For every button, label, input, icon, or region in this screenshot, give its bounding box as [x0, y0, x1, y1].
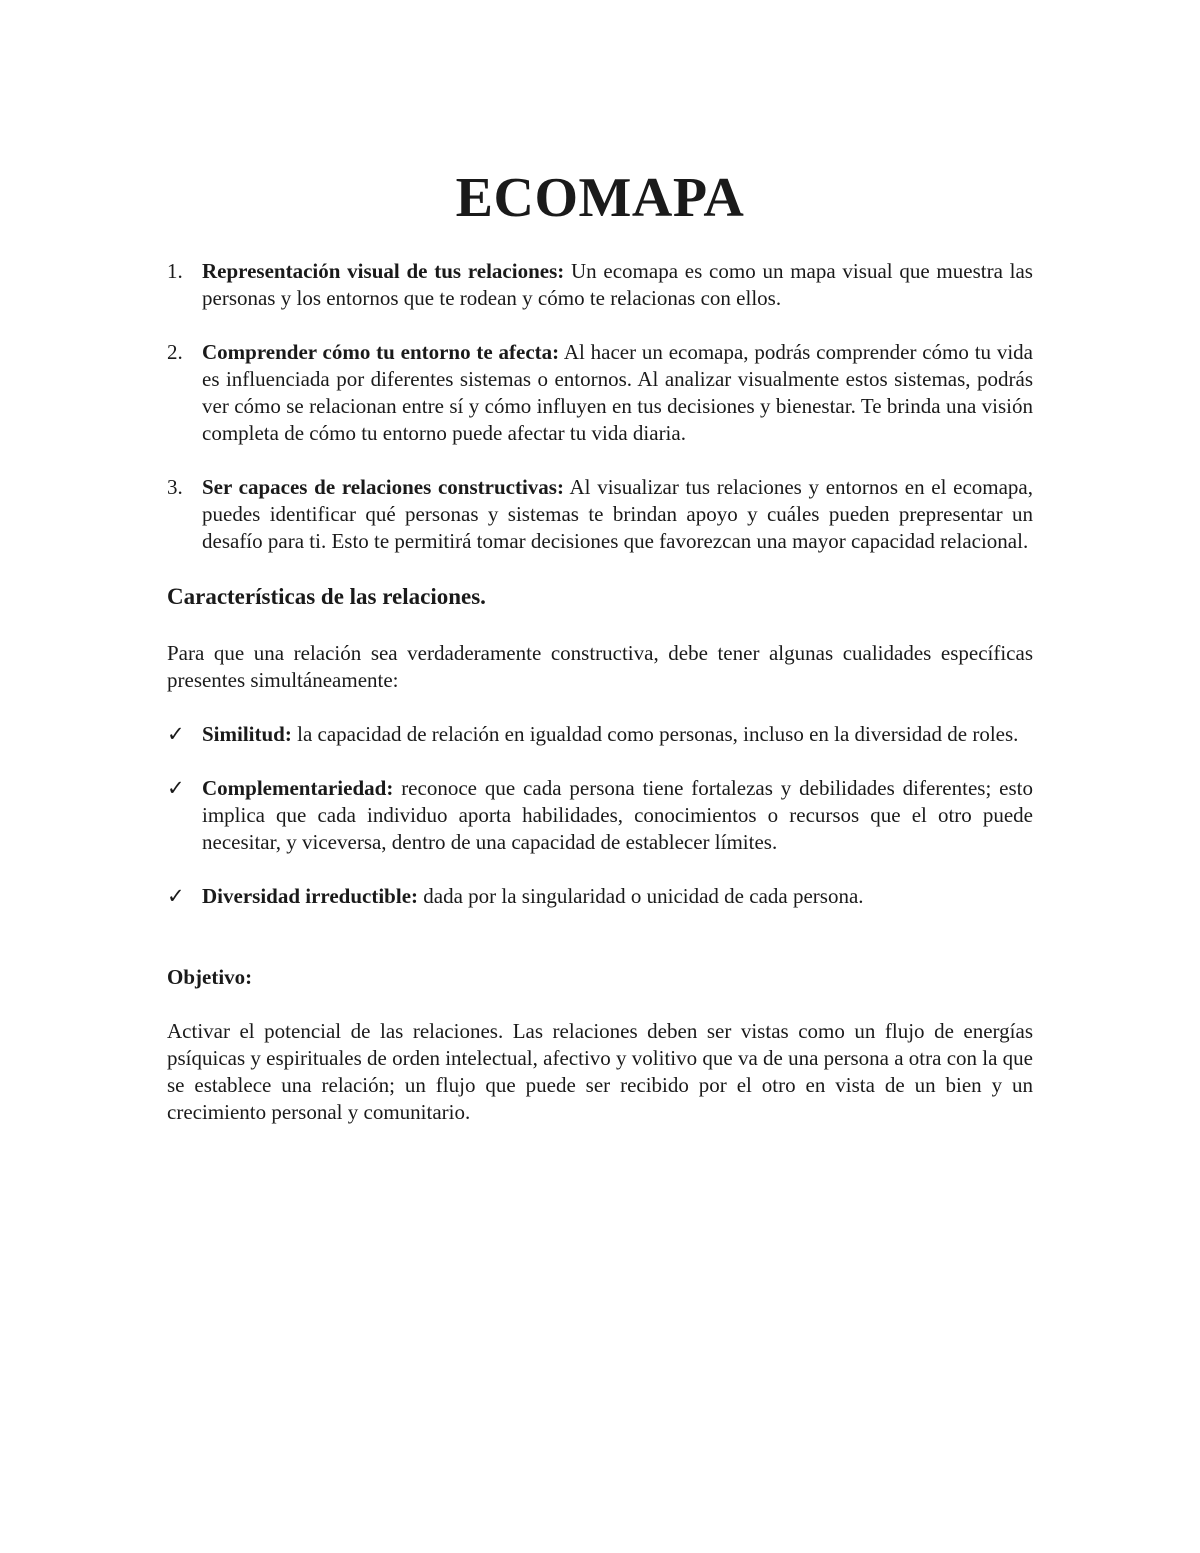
check-paragraph: [202, 721, 1033, 748]
check-term: Diversidad irreductible:: [202, 884, 419, 908]
check-paragraph: [202, 883, 1033, 910]
checkmark-icon: ✓: [167, 884, 185, 908]
numbered-item: [167, 339, 1033, 447]
numbered-list: [167, 258, 1033, 555]
check-text: reconoce que cada persona tiene fortalezas y debilidades diferentes; esto implica que cada individuo aporta habilidades, conocimientos o recursos que el otro puede necesitar, y viceversa, dentro de una capacidad de establecer límites.: [202, 776, 1033, 854]
checkmark-icon: ✓: [167, 776, 185, 800]
characteristics-list: [167, 721, 1033, 910]
check-text: dada por la singularidad o unicidad de cada persona.: [418, 884, 864, 908]
check-item: [167, 775, 1033, 856]
numbered-item: [167, 258, 1033, 312]
check-text: la capacidad de relación en igualdad como personas, incluso en la diversidad de roles.: [291, 722, 1019, 746]
item-term: Comprender cómo tu entorno te afecta:: [202, 340, 560, 364]
item-paragraph: [202, 258, 1033, 312]
objective-heading: Objetivo:: [167, 965, 253, 989]
item-number: 3.: [167, 475, 183, 499]
check-term: Similitud:: [202, 722, 292, 746]
item-number: 2.: [167, 340, 183, 364]
item-paragraph: [202, 474, 1033, 555]
characteristics-heading: Características de las relaciones.: [167, 584, 486, 609]
item-text: Un ecomapa es como un mapa visual que muestra las personas y los entornos que te rodean y cómo te relacionas con ellos.: [202, 259, 1033, 310]
numbered-item: [167, 474, 1033, 555]
check-paragraph: [202, 775, 1033, 856]
item-number: 1.: [167, 259, 183, 283]
document-page: [167, 160, 1033, 1126]
characteristics-intro: Para que una relación sea verdaderamente constructiva, debe tener algunas cualidades específicas presentes simultáneamente:: [167, 641, 1033, 692]
item-term: Ser capaces de relaciones constructivas:: [202, 475, 564, 499]
check-item: [167, 883, 1033, 910]
checkmark-icon: ✓: [167, 722, 185, 746]
check-term: Complementariedad:: [202, 776, 394, 800]
item-paragraph: [202, 339, 1033, 447]
item-text: Al hacer un ecomapa, podrás comprender cómo tu vida es influenciada por diferentes sistemas o entornos. Al analizar visualmente estos sistemas, podrás ver cómo se relacionan entre sí y cómo influyen en tus decisiones y bienestar. Te brinda una visión completa de cómo tu entorno puede afectar tu vida diaria.: [202, 340, 1033, 445]
check-item: [167, 721, 1033, 748]
item-term: Representación visual de tus relaciones:: [202, 259, 565, 283]
document-title: ECOMAPA: [455, 167, 745, 229]
item-text: Al visualizar tus relaciones y entornos en el ecomapa, puedes identificar qué personas y sistemas te brindan apoyo y cuáles pueden prepresentar un desafío para ti. Esto te permitirá tomar decisiones que favorezcan una mayor capacidad relacional.: [202, 475, 1033, 553]
objective-text: Activar el potencial de las relaciones. Las relaciones deben ser vistas como un flujo de energías psíquicas y espirituales de orden intelectual, afectivo y volitivo que va de una persona a otra con la que se establece una relación; un flujo que puede ser recibido por el otro en vista de un bien y un crecimiento personal y comunitario.: [167, 1019, 1033, 1124]
